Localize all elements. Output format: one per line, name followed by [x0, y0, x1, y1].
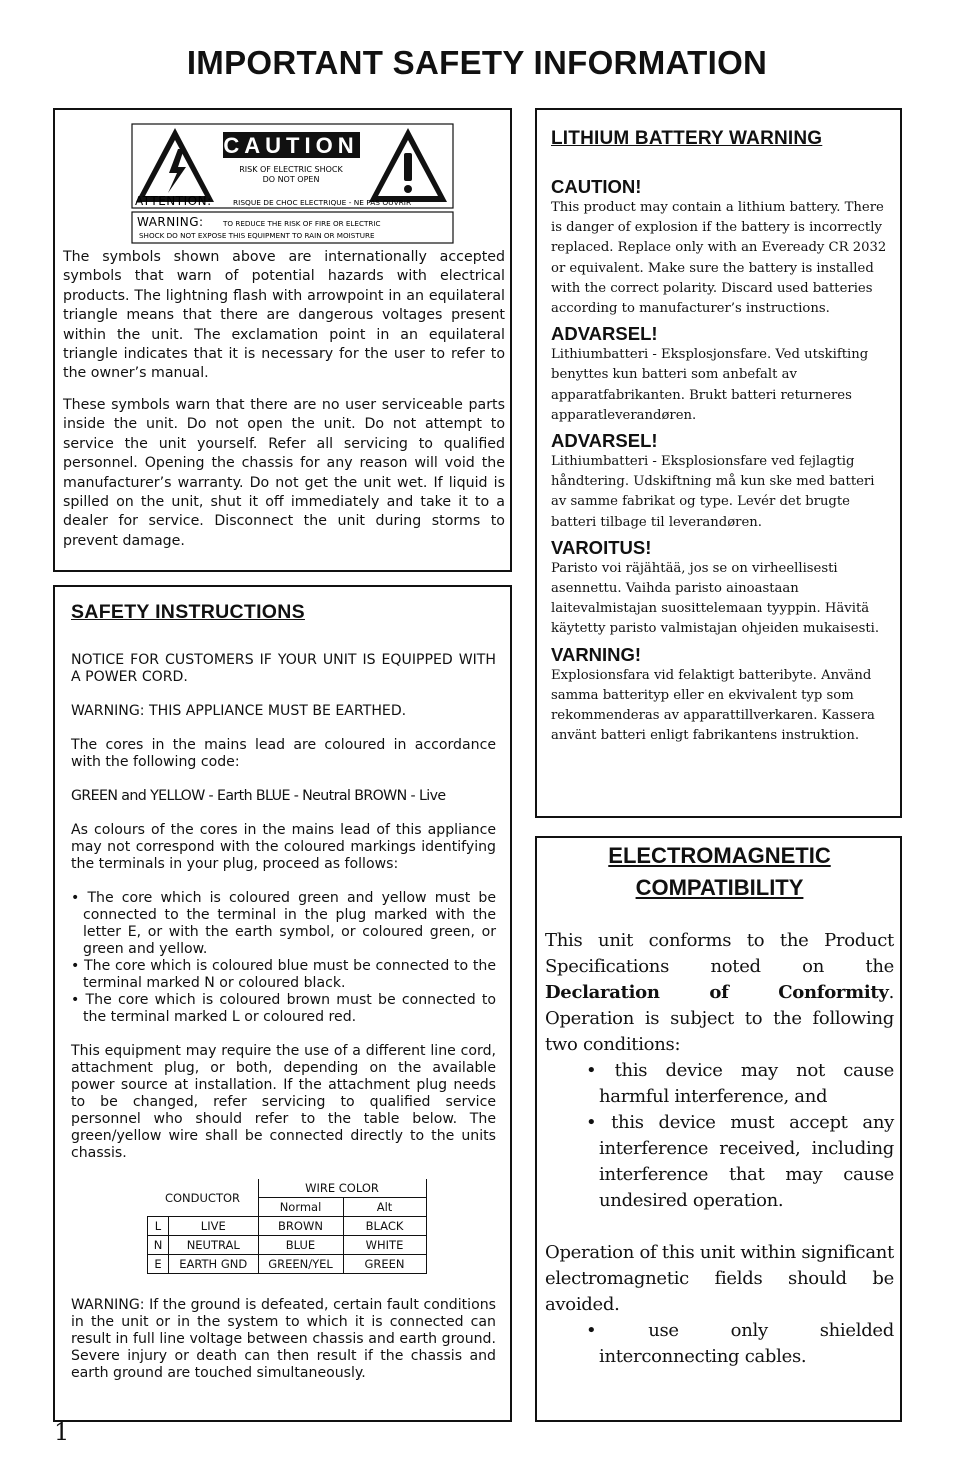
- table-cell: EARTH GND: [169, 1255, 259, 1274]
- colours-paragraph: As colours of the cores in the mains lead of this appliance may not correspond with the coloured markings identifying the terminals in your plug, proceed as follows:: [71, 822, 496, 872]
- earthed-warning: WARNING: THIS APPLIANCE MUST BE EARTHED.: [71, 703, 407, 719]
- list-item: • The core which is coloured blue must be connected to the terminal marked N or coloured black.: [71, 958, 496, 992]
- table-cell: LIVE: [169, 1217, 259, 1236]
- emc-box: [535, 836, 902, 1422]
- varoitus-text: Paristo voi räjähtää, jos se on virheellisesti asennettu. Vaihda paristo ainoastaan laitevalmistajan suosittelemaan tyyppin. Hävitä käytetty paristo valmistajan ohjeiden mukaisesti.: [551, 560, 880, 637]
- normal-header: Normal: [258, 1198, 343, 1217]
- shock-line-2: DO NOT OPEN: [262, 175, 320, 184]
- symbols-paragraph-2: These symbols warn that there are no user serviceable parts inside the unit. Do not open the unit. Do not attempt to service the unit yourself. Refer all servicing to qualified personnel. Opening the chassis for any reason will void the manufacturer’s warranty. Do not get the unit wet. If liquid is spilled on the unit, shut it off immediately and take it to a dealer for service. Disconnect the unit during storms to prevent damage.: [63, 397, 505, 549]
- conditions-list: [545, 1058, 894, 1214]
- conductor-header: CONDUCTOR: [148, 1179, 259, 1217]
- varoitus-heading: VAROITUS!: [551, 536, 652, 558]
- varning-heading: VARNING!: [551, 643, 642, 665]
- ground-warning: WARNING: If the ground is defeated, certain fault conditions in the unit or in the system to which it is connected can result in full line voltage between chassis and earth ground. Severe injury or death can then result if the chassis and earth ground are touched simultaneously.: [71, 1297, 496, 1381]
- wire-color-header: WIRE COLOR: [258, 1179, 426, 1198]
- advarsel-norwegian-heading: ADVARSEL!: [551, 323, 658, 345]
- notice-text: NOTICE FOR CUSTOMERS IF YOUR UNIT IS EQUIPPED WITH A POWER CORD.: [71, 652, 496, 685]
- symbols-box: [53, 108, 512, 572]
- table-cell: WHITE: [343, 1236, 426, 1255]
- caution-heading: CAUTION!: [551, 176, 642, 197]
- emc-heading: [545, 840, 894, 904]
- conformity-text-post: . Operation is subject to the following two conditions:: [545, 982, 894, 1055]
- advarsel-danish-text: Lithiumbatteri - Eksplosionsfare ved fejlagtig håndtering. Udskiftning må kun ske med batteri av samme fabrikat og type. Levér det brugte batteri tilbage til leverandøren.: [551, 454, 875, 530]
- table-cell: NEUTRAL: [169, 1236, 259, 1255]
- core-bullets: [71, 890, 496, 1026]
- page-number: 1: [54, 1418, 70, 1446]
- alt-header: Alt: [343, 1198, 426, 1217]
- list-item: • The core which is coloured brown must be connected to the terminal marked L or coloured red.: [71, 992, 496, 1026]
- table-cell: BROWN: [258, 1217, 343, 1236]
- fields-list: [545, 1318, 894, 1370]
- lithium-heading: LITHIUM BATTERY WARNING: [551, 128, 823, 149]
- fields-paragraph: Operation of this unit within significant electromagnetic fields should be avoided.: [545, 1242, 894, 1315]
- emc-heading-line-2: COMPATIBILITY: [635, 875, 804, 900]
- warning-word: WARNING:: [137, 215, 204, 229]
- conformity-paragraph: [545, 928, 894, 1058]
- attention-text: RISQUE DE CHOC ELECTRIQUE - NE PAS OUVRIR: [233, 198, 412, 207]
- caution-word: CAUTION: [223, 133, 359, 158]
- shock-line-1: RISK OF ELECTRIC SHOCK: [239, 165, 343, 174]
- equipment-paragraph: This equipment may require the use of a different line cord, attachment plug, or both, depending on the available power source at installation. If the attachment plug needs to be changed, refer servicing to qualified service personnel who should refer to the table below. The green/yellow wire shall be connected directly to the units chassis.: [71, 1043, 496, 1161]
- table-row: [148, 1217, 427, 1236]
- list-item: • use only shielded interconnecting cables.: [545, 1318, 894, 1370]
- warning-line-1: TO REDUCE THE RISK OF FIRE OR ELECTRIC: [223, 219, 381, 228]
- safety-instructions-box: [53, 585, 512, 1422]
- table-row: [148, 1255, 427, 1274]
- emc-heading-line-1: ELECTROMAGNETIC: [608, 843, 831, 868]
- cores-intro: The cores in the mains lead are coloured in accordance with the following code:: [71, 737, 496, 770]
- safety-heading: SAFETY INSTRUCTIONS: [71, 601, 305, 623]
- table-cell: L: [148, 1217, 169, 1236]
- caution-text: This product may contain a lithium battery. There is danger of explosion if the battery is incorrectly replaced. Replace only with an Eveready CR 2032 or equivalent. Make sure the battery is installed with the correct polarity. Discard used batteries according to manufacturer’s instructions.: [551, 200, 887, 317]
- conformity-text-pre: This unit conforms to the Product Specifications noted on the: [545, 930, 894, 977]
- caution-label-graphic: [131, 123, 454, 245]
- list-item: • this device may not cause harmful interference, and: [545, 1058, 894, 1110]
- lithium-battery-box: [535, 108, 902, 818]
- warning-line-2: SHOCK DO NOT EXPOSE THIS EQUIPMENT TO RAIN OR MOISTURE: [139, 231, 375, 240]
- list-item: • The core which is coloured green and yellow must be connected to the terminal in the plug marked with the letter E, or with the earth symbol, or coloured green, or green and yellow.: [71, 890, 496, 958]
- advarsel-danish-heading: ADVARSEL!: [551, 430, 658, 452]
- attention-word: ATTENTION:: [135, 194, 212, 208]
- table-cell: BLUE: [258, 1236, 343, 1255]
- list-item: • this device must accept any interference received, including interference that may cause undesired operation.: [545, 1110, 894, 1214]
- table-cell: BLACK: [343, 1217, 426, 1236]
- symbols-paragraph-1: The symbols shown above are internationally accepted symbols that warn of potential hazards with electrical products. The lightning flash with arrowpoint in an equilateral triangle means that there are dangerous voltages present within the unit. The exclamation point in an equilateral triangle indicates that it is necessary for the user to refer to the owner’s manual.: [63, 249, 505, 382]
- table-cell: N: [148, 1236, 169, 1255]
- table-cell: GREEN: [343, 1255, 426, 1274]
- wire-color-table: [147, 1179, 427, 1274]
- page-title: IMPORTANT SAFETY INFORMATION: [186, 44, 768, 81]
- table-row: [148, 1236, 427, 1255]
- varning-text: Explosionsfara vid felaktigt batteribyte. Använd samma batterityp eller en ekvivalent typ som rekommenderas av apparattillverkaren. Kassera använt batteri enligt fabrikantens instruktion.: [551, 667, 875, 744]
- table-cell: GREEN/YEL: [258, 1255, 343, 1274]
- table-cell: E: [148, 1255, 169, 1274]
- declaration-of-conformity: Declaration of Conformity: [545, 982, 889, 1003]
- colour-code: GREEN and YELLOW - Earth BLUE - Neutral BROWN - Live: [71, 788, 446, 804]
- advarsel-norwegian-text: Lithiumbatteri - Eksplosjonsfare. Ved utskifting benyttes kun batteri som anbefalt av apparatfabrikanten. Brukt batteri returneres apparatleverandøren.: [551, 347, 869, 423]
